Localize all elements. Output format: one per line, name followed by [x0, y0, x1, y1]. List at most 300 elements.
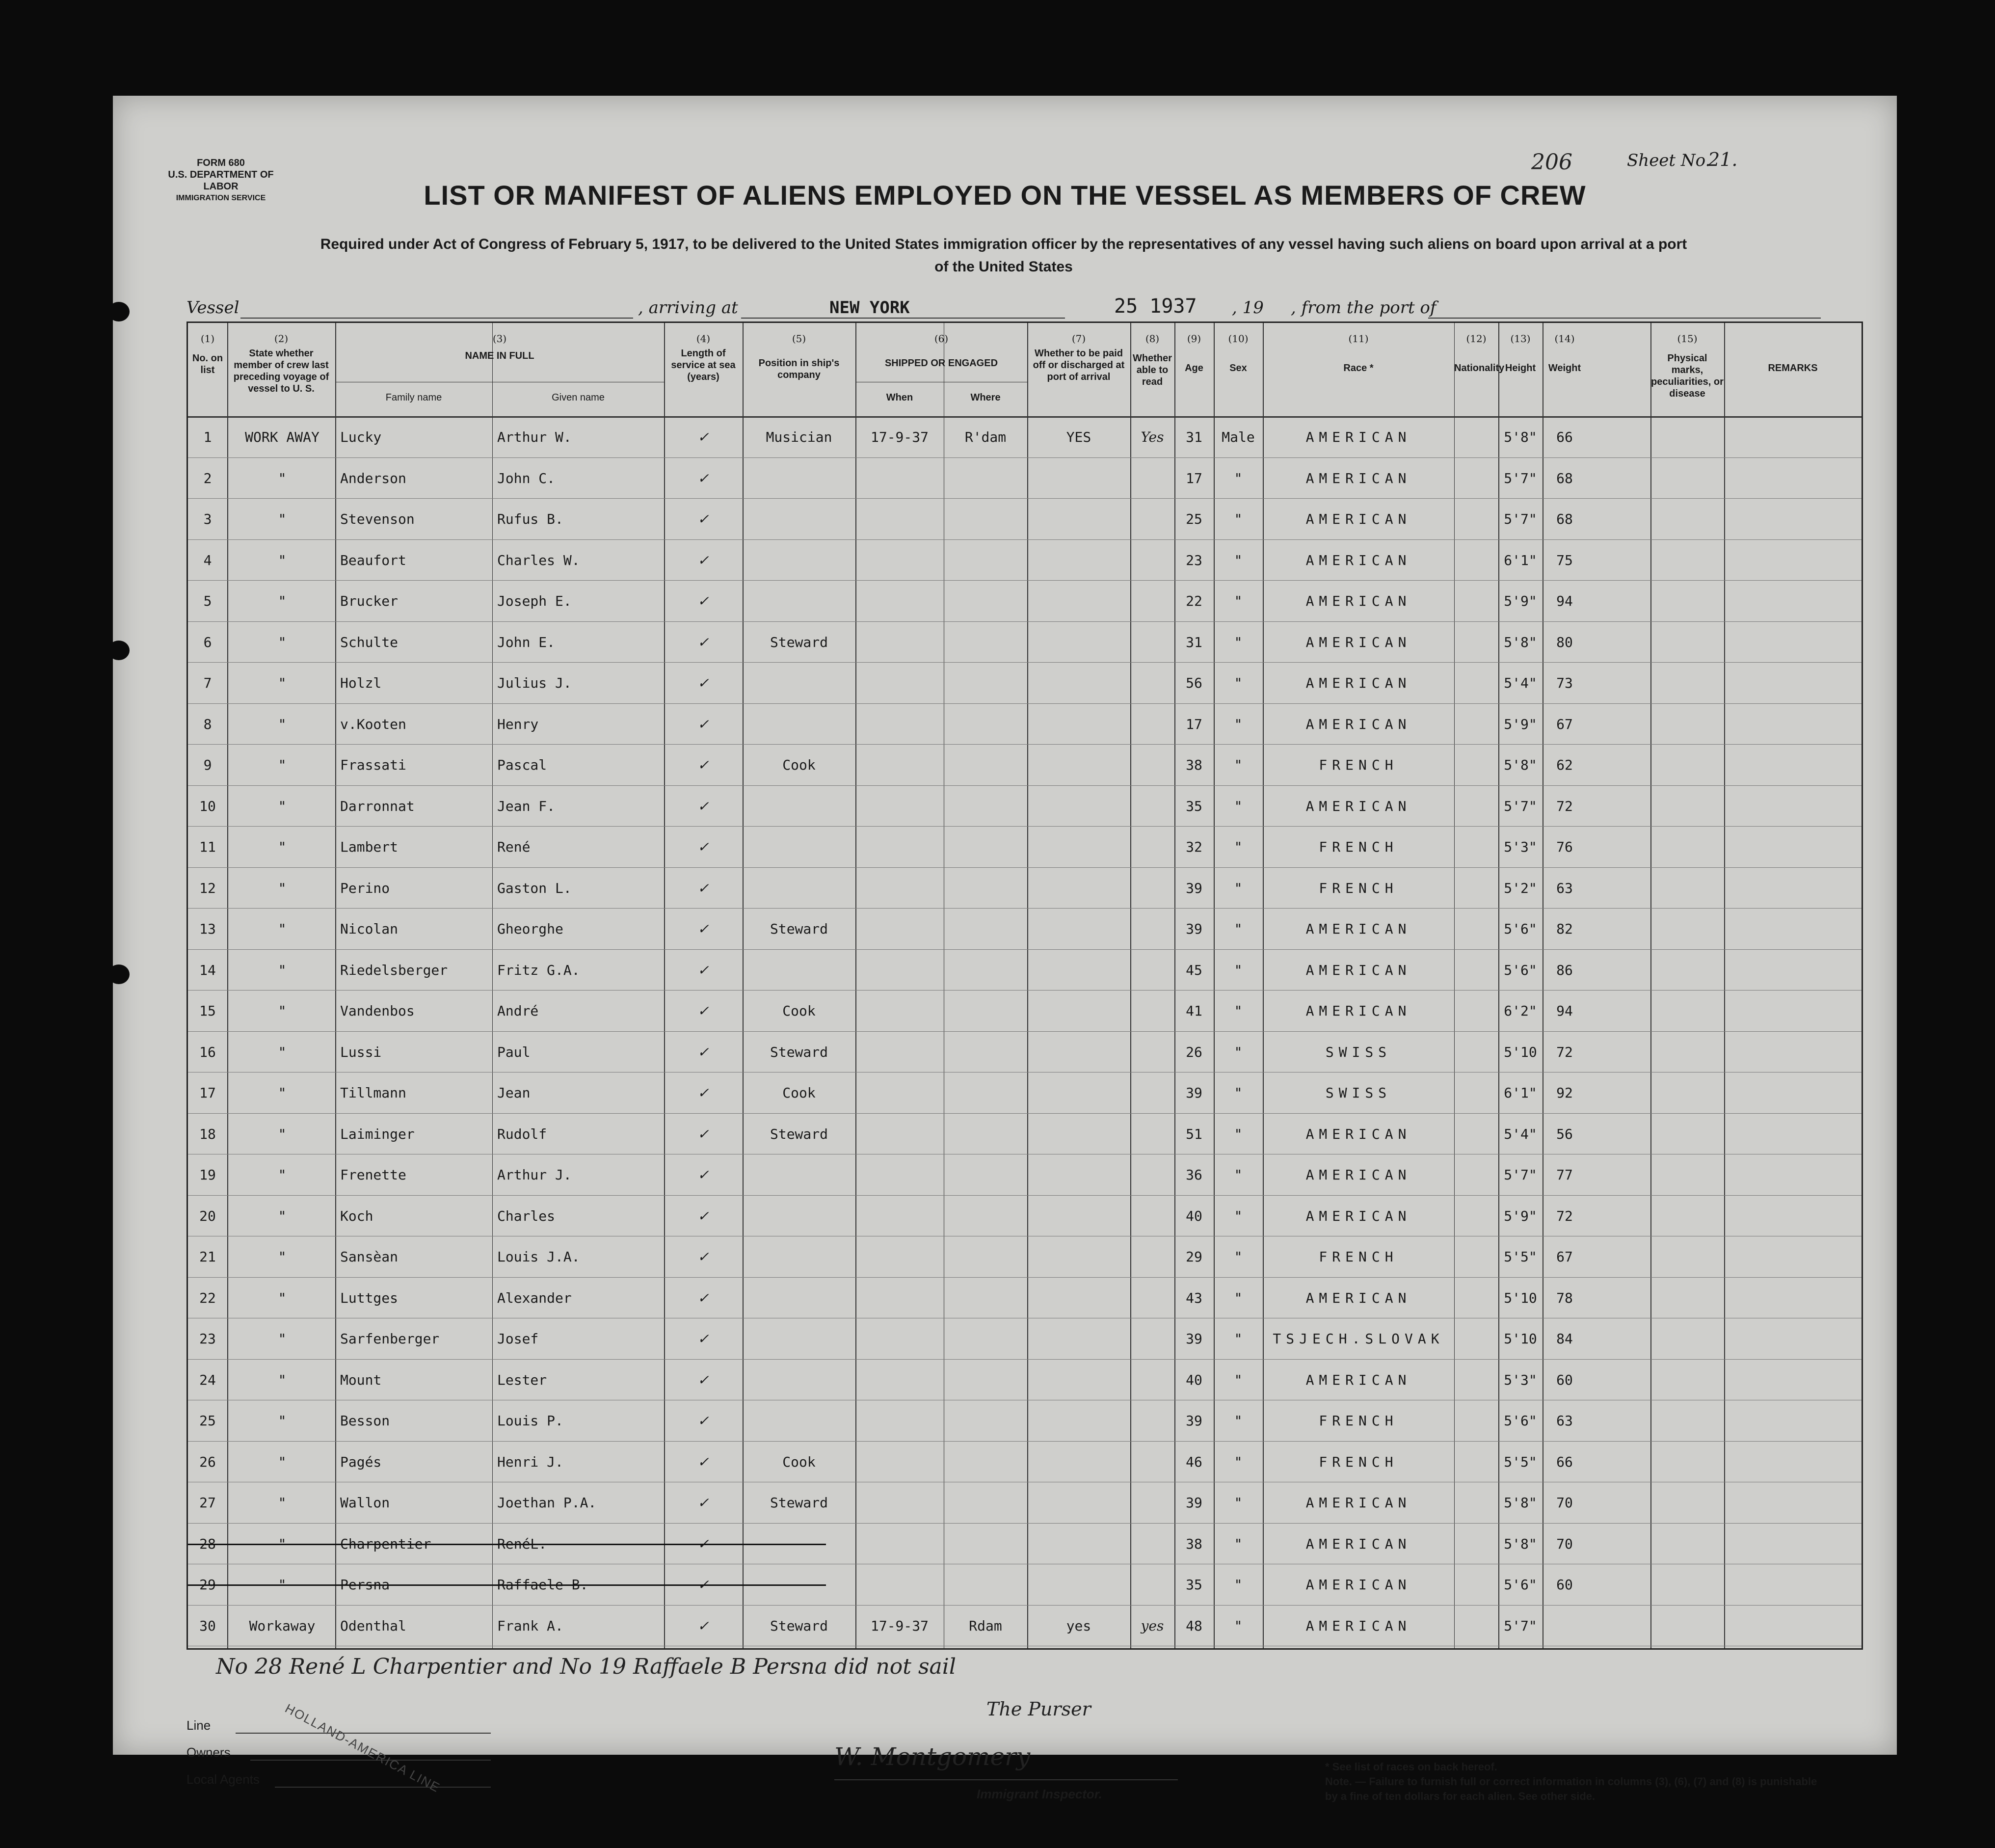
cell-race: SWISS — [1325, 1044, 1392, 1060]
cell-when: 17-9-37 — [870, 1617, 929, 1634]
row-divider — [188, 1441, 1862, 1442]
cell-height: 5'4" — [1504, 675, 1537, 691]
cell-race: FRENCH — [1319, 757, 1398, 773]
cell-no: 24 — [199, 1371, 216, 1388]
cell-age: 40 — [1186, 1371, 1202, 1388]
column-number: (7) — [1071, 333, 1086, 345]
row-divider — [188, 539, 1862, 540]
cell-prev: " — [278, 634, 287, 650]
column-number: (13) — [1510, 333, 1531, 345]
cell-race: AMERICAN — [1305, 1003, 1411, 1019]
column-number: (1) — [200, 333, 215, 345]
line-field-line — [236, 1733, 491, 1734]
cell-race: AMERICAN — [1305, 511, 1411, 527]
cell-prev: " — [278, 1167, 287, 1183]
cell-age: 39 — [1186, 921, 1202, 937]
cell-service: ✓ — [697, 1167, 709, 1183]
header-physical-marks: Physical marks, peculiarities, or disease — [1651, 353, 1724, 399]
cell-prev: " — [278, 798, 287, 814]
cell-sex: " — [1234, 1125, 1243, 1142]
column-number: (4) — [696, 333, 711, 345]
cell-race: AMERICAN — [1305, 634, 1411, 650]
sheet-number: 21. — [1708, 149, 1738, 170]
cell-given: Josef — [497, 1331, 539, 1347]
cell-race: AMERICAN — [1305, 1617, 1411, 1634]
cell-weight: 68 — [1556, 511, 1573, 527]
cell-weight: 94 — [1556, 593, 1573, 609]
cell-no: 25 — [199, 1413, 216, 1429]
cell-given: Gaston L. — [497, 880, 572, 896]
cell-sex: " — [1234, 757, 1243, 773]
cell-height: 5'7" — [1504, 511, 1537, 527]
cell-race: AMERICAN — [1305, 429, 1411, 445]
column-number: (6) — [934, 333, 949, 345]
header-name-in-full: NAME IN FULL — [465, 350, 534, 361]
cell-height: 5'6" — [1504, 921, 1537, 937]
column-divider — [1027, 323, 1028, 1648]
cell-given: André — [497, 1003, 539, 1019]
cell-family: Vandenbos — [340, 1003, 415, 1019]
cell-family: Persna — [340, 1577, 390, 1593]
cell-race: AMERICAN — [1305, 716, 1411, 732]
cell-sex: " — [1234, 1371, 1243, 1388]
cell-prev: " — [278, 675, 287, 691]
cell-race: AMERICAN — [1305, 1577, 1411, 1593]
cell-position: Steward — [770, 634, 828, 650]
subtitle-line-2: of the United States — [934, 259, 1073, 275]
cell-weight: 70 — [1556, 1495, 1573, 1511]
cell-height: 5'5" — [1504, 1249, 1537, 1265]
cell-height: 5'7" — [1504, 1167, 1537, 1183]
row-divider — [188, 990, 1862, 991]
column-divider — [335, 323, 336, 1648]
cell-family: Lucky — [340, 429, 382, 445]
cell-age: 23 — [1186, 552, 1202, 568]
cell-height: 5'7" — [1504, 1617, 1537, 1634]
cell-no: 18 — [199, 1125, 216, 1142]
cell-age: 56 — [1186, 675, 1202, 691]
cell-position: Cook — [782, 1003, 816, 1019]
row-divider — [188, 1113, 1862, 1114]
header-where: Where — [970, 392, 1001, 403]
cell-service: ✓ — [697, 1535, 709, 1552]
cell-race: AMERICAN — [1305, 470, 1411, 486]
cell-weight: 63 — [1556, 1413, 1573, 1429]
cell-service: ✓ — [697, 1371, 709, 1388]
cell-no: 14 — [199, 962, 216, 978]
cell-prev: " — [278, 1003, 287, 1019]
cell-no: 19 — [199, 1167, 216, 1183]
agents-label: Local Agents — [186, 1772, 260, 1787]
cell-prev: " — [278, 1125, 287, 1142]
cell-prev: " — [278, 1495, 287, 1511]
column-divider — [1130, 323, 1131, 1648]
cell-prev: " — [278, 757, 287, 773]
column-divider — [1650, 323, 1651, 1648]
cell-no: 6 — [203, 634, 212, 650]
cell-family: Tillmann — [340, 1085, 406, 1101]
cell-position: Steward — [770, 1044, 828, 1060]
cell-family: Stevenson — [340, 511, 415, 527]
cell-weight: 68 — [1556, 470, 1573, 486]
cell-family: Luttges — [340, 1289, 399, 1306]
cell-age: 39 — [1186, 1331, 1202, 1347]
cell-age: 35 — [1186, 1577, 1202, 1593]
cell-race: FRENCH — [1319, 839, 1398, 855]
row-divider — [188, 1359, 1862, 1360]
cell-service: ✓ — [697, 839, 709, 855]
column-number: (8) — [1145, 333, 1160, 345]
vessel-line — [186, 292, 1821, 321]
cell-position: Steward — [770, 1495, 828, 1511]
cell-weight: 60 — [1556, 1577, 1573, 1593]
cell-race: FRENCH — [1319, 1249, 1398, 1265]
cell-no: 7 — [203, 675, 212, 691]
cell-height: 5'8" — [1504, 757, 1537, 773]
cell-height: 5'7" — [1504, 470, 1537, 486]
cell-race: AMERICAN — [1305, 1535, 1411, 1552]
column-number: (14) — [1554, 333, 1575, 345]
cell-no: 20 — [199, 1207, 216, 1224]
column-number: (15) — [1677, 333, 1698, 345]
cell-height: 5'9" — [1504, 716, 1537, 732]
cell-family: Mount — [340, 1371, 382, 1388]
cell-family: Pagés — [340, 1453, 382, 1470]
cell-service: ✓ — [697, 1249, 709, 1265]
row-divider — [188, 867, 1862, 868]
cell-given: Rufus B. — [497, 511, 563, 527]
line-label: Line — [186, 1718, 211, 1733]
sheet-number-handwritten: 206 — [1531, 150, 1572, 175]
cell-no: 13 — [199, 921, 216, 937]
cell-position: Steward — [770, 1125, 828, 1142]
cell-sex: " — [1234, 921, 1243, 937]
cell-service: ✓ — [697, 962, 709, 978]
cell-read: Yes — [1141, 429, 1164, 445]
cell-service: ✓ — [697, 1085, 709, 1101]
header-remarks: REMARKS — [1768, 363, 1818, 374]
cell-race: FRENCH — [1319, 880, 1398, 896]
inspector-signature: W. Montgomery — [834, 1742, 1031, 1771]
cell-prev: " — [278, 511, 287, 527]
cell-height: 5'8" — [1504, 429, 1537, 445]
cell-service: ✓ — [697, 798, 709, 814]
row-divider — [188, 1523, 1862, 1524]
strikethrough-line — [188, 1544, 826, 1545]
cell-height: 5'10 — [1504, 1331, 1537, 1347]
arriving-label: , arriving at — [638, 298, 738, 318]
cell-no: 21 — [199, 1249, 216, 1265]
cell-race: AMERICAN — [1305, 1207, 1411, 1224]
cell-no: 17 — [199, 1085, 216, 1101]
cell-age: 39 — [1186, 1085, 1202, 1101]
cell-prev: " — [278, 716, 287, 732]
cell-age: 26 — [1186, 1044, 1202, 1060]
header-length-of-service: Length of service at sea (years) — [671, 348, 736, 382]
cell-race: AMERICAN — [1305, 593, 1411, 609]
cell-family: Schulte — [340, 634, 399, 650]
cell-family: Sarfenberger — [340, 1331, 440, 1347]
cell-given: Henri J. — [497, 1453, 563, 1470]
subtitle-line-1: Required under Act of Congress of February 5, 1917, to be delivered to the United States immigration officer by the representatives of any vessel having such aliens on board upon arrival at a port — [320, 236, 1687, 252]
cell-given: Alexander — [497, 1289, 572, 1306]
cell-service: ✓ — [697, 1413, 709, 1429]
cell-sex: " — [1234, 962, 1243, 978]
cell-position: Steward — [770, 1617, 828, 1634]
service-name: IMMIGRATION SERVICE — [176, 194, 266, 202]
cell-family: Koch — [340, 1207, 373, 1224]
cell-prev: " — [278, 1453, 287, 1470]
cell-sex: " — [1234, 1167, 1243, 1183]
cell-weight: 72 — [1556, 798, 1573, 814]
cell-prev: " — [278, 552, 287, 568]
cell-height: 5'9" — [1504, 593, 1537, 609]
row-divider — [188, 457, 1862, 458]
column-number: (3) — [492, 333, 507, 345]
cell-weight: 67 — [1556, 1249, 1573, 1265]
cell-service: ✓ — [697, 593, 709, 609]
cell-race: AMERICAN — [1305, 1125, 1411, 1142]
cell-family: Perino — [340, 880, 390, 896]
cell-sex: " — [1234, 1207, 1243, 1224]
column-number: (2) — [274, 333, 289, 345]
cell-height: 5'6" — [1504, 962, 1537, 978]
cell-family: Lussi — [340, 1044, 382, 1060]
cell-race: AMERICAN — [1305, 1167, 1411, 1183]
cell-position: Musician — [766, 429, 832, 445]
cell-family: Nicolan — [340, 921, 399, 937]
cell-weight: 80 — [1556, 634, 1573, 650]
cell-no: 23 — [199, 1331, 216, 1347]
cell-no: 28 — [199, 1535, 216, 1552]
row-divider — [188, 580, 1862, 581]
cell-given: Gheorghe — [497, 921, 563, 937]
cell-weight: 63 — [1556, 880, 1573, 896]
header-height: Height — [1505, 363, 1536, 374]
cell-height: 5'7" — [1504, 798, 1537, 814]
cell-age: 38 — [1186, 1535, 1202, 1552]
row-divider — [188, 1195, 1862, 1196]
cell-sex: " — [1234, 716, 1243, 732]
cell-prev: " — [278, 1577, 287, 1593]
cell-age: 35 — [1186, 798, 1202, 814]
cell-no: 10 — [199, 798, 216, 814]
cell-service: ✓ — [697, 1453, 709, 1470]
row-divider — [188, 1277, 1862, 1278]
cell-when: 17-9-37 — [870, 429, 929, 445]
cell-weight: 60 — [1556, 1371, 1573, 1388]
strikethrough-line — [188, 1584, 826, 1586]
cell-weight: 72 — [1556, 1207, 1573, 1224]
cell-weight: 84 — [1556, 1331, 1573, 1347]
cell-service: ✓ — [697, 1495, 709, 1511]
cell-service: ✓ — [697, 552, 709, 568]
cell-weight: 73 — [1556, 675, 1573, 691]
header-sex: Sex — [1229, 363, 1247, 374]
cell-given: Jean F. — [497, 798, 556, 814]
cell-no: 30 — [199, 1617, 216, 1634]
punch-hole — [108, 964, 130, 984]
cell-race: AMERICAN — [1305, 675, 1411, 691]
cell-age: 31 — [1186, 429, 1202, 445]
cell-service: ✓ — [697, 716, 709, 732]
column-divider — [1724, 323, 1725, 1648]
cell-prev: WORK AWAY — [245, 429, 319, 445]
cell-family: Lambert — [340, 839, 399, 855]
holland-america-stamp: HOLLAND-AMERICA LINE — [282, 1701, 443, 1795]
cell-no: 26 — [199, 1453, 216, 1470]
cell-race: AMERICAN — [1305, 1371, 1411, 1388]
cell-race: TSJECH.SLOVAK — [1273, 1331, 1444, 1347]
cell-weight: 56 — [1556, 1125, 1573, 1142]
cell-age: 39 — [1186, 1495, 1202, 1511]
row-divider — [188, 826, 1862, 827]
cell-age: 25 — [1186, 511, 1202, 527]
cell-height: 5'3" — [1504, 839, 1537, 855]
vessel-field-line — [240, 318, 633, 319]
cell-sex: " — [1234, 798, 1243, 814]
row-divider — [188, 703, 1862, 704]
column-number: (12) — [1466, 333, 1487, 345]
cell-height: 5'8" — [1504, 1495, 1537, 1511]
cell-service: ✓ — [697, 757, 709, 773]
cell-prev: " — [278, 1289, 287, 1306]
cell-sex: " — [1234, 634, 1243, 650]
cell-sex: " — [1234, 593, 1243, 609]
agents-field-line — [275, 1787, 491, 1788]
cell-prev: " — [278, 1413, 287, 1429]
row-divider — [188, 1605, 1862, 1606]
cell-sex: " — [1234, 880, 1243, 896]
cell-height: 5'5" — [1504, 1453, 1537, 1470]
form-number: FORM 680 — [197, 158, 245, 168]
cell-height: 5'4" — [1504, 1125, 1537, 1142]
cell-height: 6'1" — [1504, 552, 1537, 568]
cell-race: AMERICAN — [1305, 1289, 1411, 1306]
cell-sex: " — [1234, 675, 1243, 691]
cell-weight: 86 — [1556, 962, 1573, 978]
footnote-penalty: Note. — Failure to furnish full or correct information in columns (3), (6), (7) and (8) is punishable by a fine of ten dollars for each alien. See other side. — [1325, 1775, 1817, 1802]
cell-age: 51 — [1186, 1125, 1202, 1142]
cell-family: Riedelsberger — [340, 962, 448, 978]
cell-prev: " — [278, 1249, 287, 1265]
cell-weight: 72 — [1556, 1044, 1573, 1060]
cell-no: 16 — [199, 1044, 216, 1060]
cell-prev: " — [278, 921, 287, 937]
cell-position: Cook — [782, 757, 816, 773]
cell-read: yes — [1141, 1617, 1164, 1634]
cell-sex: " — [1234, 1617, 1243, 1634]
cell-height: 5'9" — [1504, 1207, 1537, 1224]
cell-family: Anderson — [340, 470, 406, 486]
cell-given: René — [497, 839, 531, 855]
cell-prev: " — [278, 1085, 287, 1101]
cell-given: Arthur J. — [497, 1167, 572, 1183]
cell-given: Louis J.A. — [497, 1249, 580, 1265]
cell-family: Brucker — [340, 593, 399, 609]
cell-age: 39 — [1186, 1413, 1202, 1429]
cell-no: 29 — [199, 1577, 216, 1593]
row-divider — [188, 1031, 1862, 1032]
cell-race: FRENCH — [1319, 1453, 1398, 1470]
cell-sex: " — [1234, 1577, 1243, 1593]
cell-service: ✓ — [697, 880, 709, 896]
punch-hole — [108, 641, 130, 660]
cell-prev: " — [278, 1331, 287, 1347]
cell-weight: 62 — [1556, 757, 1573, 773]
cell-family: v.Kooten — [340, 716, 406, 732]
column-number: (9) — [1187, 333, 1201, 345]
cell-prev: " — [278, 962, 287, 978]
cell-weight: 70 — [1556, 1535, 1573, 1552]
cell-height: 6'2" — [1504, 1003, 1537, 1019]
cell-service: ✓ — [697, 1331, 709, 1347]
cell-sex: " — [1234, 1249, 1243, 1265]
cell-weight: 76 — [1556, 839, 1573, 855]
cell-service: ✓ — [697, 1617, 709, 1634]
cell-service: ✓ — [697, 429, 709, 445]
cell-height: 5'10 — [1504, 1289, 1537, 1306]
cell-sex: " — [1234, 1453, 1243, 1470]
cell-given: Paul — [497, 1044, 531, 1060]
footnotes — [1325, 1760, 1826, 1804]
cell-given: Raffaele B. — [497, 1577, 588, 1593]
cell-prev: Workaway — [249, 1617, 316, 1634]
cell-height: 5'6" — [1504, 1413, 1537, 1429]
cell-age: 17 — [1186, 716, 1202, 732]
cell-given: Jean — [497, 1085, 531, 1101]
cell-no: 3 — [203, 511, 212, 527]
cell-prev: " — [278, 1207, 287, 1224]
sheet-label: Sheet No. — [1627, 151, 1711, 170]
cell-no: 4 — [203, 552, 212, 568]
cell-given: Louis P. — [497, 1413, 563, 1429]
cell-paid: YES — [1066, 429, 1091, 445]
header-given-name: Given name — [552, 392, 605, 403]
cell-no: 8 — [203, 716, 212, 732]
header-no-on-list: No. on list — [192, 353, 223, 375]
cell-given: Arthur W. — [497, 429, 572, 445]
cell-weight: 67 — [1556, 716, 1573, 732]
cell-given: Joseph E. — [497, 593, 572, 609]
header-race: Race * — [1343, 363, 1374, 374]
cell-family: Beaufort — [340, 552, 406, 568]
year-label: , 19 — [1232, 298, 1264, 318]
cell-no: 11 — [199, 839, 216, 855]
cell-race: AMERICAN — [1305, 962, 1411, 978]
header-when: When — [886, 392, 913, 403]
cell-sex: " — [1234, 1003, 1243, 1019]
header-position: Position in ship's company — [758, 358, 840, 380]
inspector-signature-line — [834, 1779, 1178, 1780]
cell-weight: 94 — [1556, 1003, 1573, 1019]
cell-family: Frenette — [340, 1167, 406, 1183]
cell-service: ✓ — [697, 675, 709, 691]
row-divider — [188, 785, 1862, 786]
column-divider — [855, 323, 856, 1648]
cell-weight: 75 — [1556, 552, 1573, 568]
cell-position: Steward — [770, 921, 828, 937]
cell-age: 45 — [1186, 962, 1202, 978]
cell-family: Charpentier — [340, 1535, 431, 1552]
cell-family: Odenthal — [340, 1617, 406, 1634]
cell-prev: " — [278, 1371, 287, 1388]
cell-given: Julius J. — [497, 675, 572, 691]
cell-race: AMERICAN — [1305, 1495, 1411, 1511]
department-name: U.S. DEPARTMENT OF LABOR — [168, 169, 274, 192]
cell-race: SWISS — [1325, 1085, 1392, 1101]
cell-no: 9 — [203, 757, 212, 773]
